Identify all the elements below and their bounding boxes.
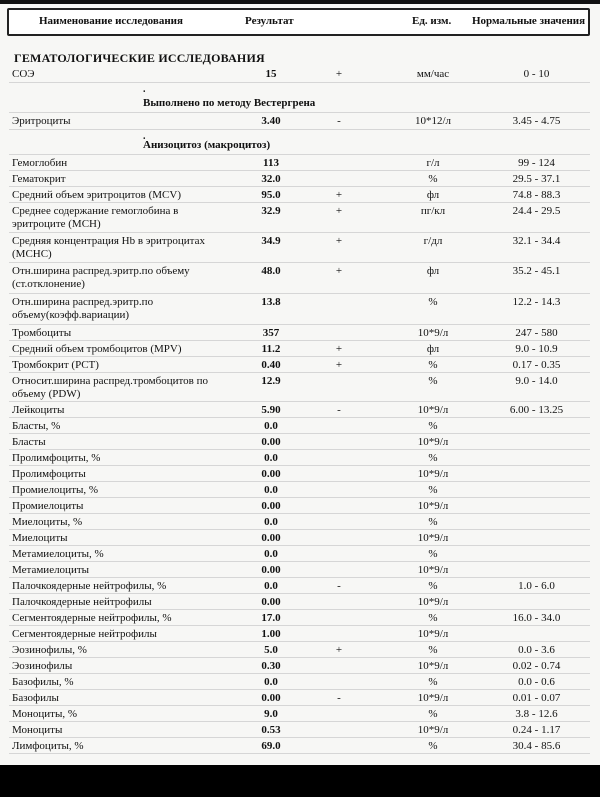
test-unit: г/дл bbox=[423, 235, 443, 247]
test-result: 11.2 bbox=[261, 343, 281, 355]
header-name: Наименование исследования bbox=[39, 15, 183, 27]
test-unit: % bbox=[428, 644, 438, 656]
normal-range: 1.0 - 6.0 bbox=[518, 580, 555, 592]
test-unit: 10*9/л bbox=[417, 468, 449, 480]
test-result: 9.0 bbox=[264, 708, 278, 720]
table-row bbox=[9, 562, 590, 578]
test-result: 3.40 bbox=[261, 115, 281, 127]
test-name: Средний объем тромбоцитов (MPV) bbox=[12, 343, 182, 355]
normal-range: 0.02 - 0.74 bbox=[512, 660, 561, 672]
normal-range: 0.24 - 1.17 bbox=[512, 724, 561, 736]
test-result: 0.0 bbox=[264, 420, 278, 432]
table-row bbox=[9, 578, 590, 594]
deviation-flag: - bbox=[337, 115, 341, 127]
table-row bbox=[9, 530, 590, 546]
test-unit: фл bbox=[426, 265, 440, 277]
test-unit: % bbox=[428, 740, 438, 752]
test-result: 0.0 bbox=[264, 548, 278, 560]
test-unit: 10*9/л bbox=[417, 327, 449, 339]
deviation-flag: + bbox=[335, 644, 343, 656]
table-row bbox=[9, 263, 590, 294]
normal-range: 32.1 - 34.4 bbox=[512, 235, 561, 247]
test-unit: г/л bbox=[426, 157, 440, 169]
test-unit: % bbox=[428, 375, 438, 387]
table-row bbox=[9, 171, 590, 187]
test-result: 13.8 bbox=[261, 296, 281, 308]
test-unit: % bbox=[428, 676, 438, 688]
test-name: Миелоциты bbox=[12, 532, 68, 544]
section-title: ГЕМАТОЛОГИЧЕСКИЕ ИССЛЕДОВАНИЯ bbox=[14, 51, 265, 65]
header-norm: Нормальные значения bbox=[472, 15, 586, 27]
table-row bbox=[9, 498, 590, 514]
table-row bbox=[9, 546, 590, 562]
table-row bbox=[9, 113, 590, 130]
table-row bbox=[9, 642, 590, 658]
test-result: 113 bbox=[263, 157, 279, 169]
test-unit: 10*9/л bbox=[417, 692, 449, 704]
table-row bbox=[9, 373, 590, 402]
test-unit: % bbox=[428, 420, 438, 432]
test-unit: % bbox=[428, 173, 438, 185]
test-unit: фл bbox=[426, 343, 440, 355]
table-row bbox=[9, 450, 590, 466]
test-unit: 10*9/л bbox=[417, 436, 449, 448]
deviation-flag: + bbox=[335, 359, 343, 371]
test-result: 5.0 bbox=[264, 644, 278, 656]
test-name: Эритроциты bbox=[12, 115, 71, 127]
test-result: 0.00 bbox=[261, 564, 281, 576]
test-result: 0.00 bbox=[261, 596, 281, 608]
table-row bbox=[9, 482, 590, 498]
method-note-row bbox=[9, 130, 590, 155]
test-result: 0.00 bbox=[261, 692, 281, 704]
normal-range: 3.45 - 4.75 bbox=[512, 115, 561, 127]
normal-range: 9.0 - 14.0 bbox=[515, 375, 558, 387]
test-unit: % bbox=[428, 359, 438, 371]
table-row bbox=[9, 418, 590, 434]
test-name: Относит.ширина распред.тромбоцитов по объему (PDW) bbox=[12, 375, 208, 400]
normal-range: 29.5 - 37.1 bbox=[512, 173, 561, 185]
test-unit: 10*9/л bbox=[417, 724, 449, 736]
normal-range: 247 - 580 bbox=[515, 327, 558, 339]
table-row bbox=[9, 610, 590, 626]
deviation-flag: + bbox=[335, 189, 343, 201]
deviation-flag: + bbox=[335, 343, 343, 355]
table-row bbox=[9, 187, 590, 203]
test-result: 357 bbox=[262, 327, 280, 339]
test-result: 17.0 bbox=[261, 612, 281, 624]
test-unit: 10*9/л bbox=[417, 564, 449, 576]
test-result: 32.0 bbox=[261, 173, 281, 185]
test-unit: % bbox=[428, 548, 438, 560]
normal-range: 6.00 - 13.25 bbox=[509, 404, 564, 416]
test-name: Метамиелоциты, % bbox=[12, 548, 104, 560]
test-name: СОЭ bbox=[12, 68, 35, 80]
test-name: Среднее содержание гемоглобина в эритроците (МСН) bbox=[12, 205, 179, 230]
test-unit: % bbox=[428, 516, 438, 528]
test-name: Лимфоциты, % bbox=[12, 740, 84, 752]
test-result: 0.30 bbox=[261, 660, 281, 672]
note-marker: . bbox=[143, 131, 146, 142]
test-unit: фл bbox=[426, 189, 440, 201]
test-result: 0.0 bbox=[264, 676, 278, 688]
test-result: 12.9 bbox=[261, 375, 281, 387]
test-name: Миелоциты, % bbox=[12, 516, 83, 528]
normal-range: 0.0 - 3.6 bbox=[518, 644, 555, 656]
normal-range: 99 - 124 bbox=[518, 157, 555, 169]
test-unit: 10*9/л bbox=[417, 404, 449, 416]
test-name: Метамиелоциты bbox=[12, 564, 90, 576]
results-table bbox=[9, 66, 590, 754]
test-result: 0.00 bbox=[261, 468, 281, 480]
test-name: Отн.ширина распред.эритр.по объему(коэфф.вариации) bbox=[12, 296, 154, 321]
table-row bbox=[9, 466, 590, 482]
table-row bbox=[9, 325, 590, 341]
deviation-flag: + bbox=[335, 235, 343, 247]
test-unit: мм/час bbox=[416, 68, 450, 80]
test-unit: 10*12/л bbox=[414, 115, 452, 127]
deviation-flag: + bbox=[335, 265, 343, 277]
deviation-flag: - bbox=[337, 692, 341, 704]
test-result: 69.0 bbox=[261, 740, 281, 752]
normal-range: 74.8 - 88.3 bbox=[512, 189, 561, 201]
test-name: Эозинофилы, % bbox=[12, 644, 87, 656]
test-result: 32.9 bbox=[261, 205, 281, 217]
deviation-flag: - bbox=[337, 404, 341, 416]
table-row bbox=[9, 233, 590, 263]
note-marker: . bbox=[143, 84, 146, 95]
test-result: 0.40 bbox=[261, 359, 281, 371]
test-name: Средняя концентрация Hb в эритроцитах (МСНС) bbox=[12, 235, 205, 260]
test-result: 1.00 bbox=[261, 628, 281, 640]
test-result: 48.0 bbox=[261, 265, 281, 277]
test-result: 0.0 bbox=[264, 580, 278, 592]
normal-range: 0 - 10 bbox=[523, 68, 550, 80]
test-name: Бласты, % bbox=[12, 420, 61, 432]
test-result: 0.0 bbox=[264, 516, 278, 528]
method-note-row bbox=[9, 83, 590, 113]
method-note: Анизоцитоз (макроцитоз) bbox=[143, 139, 271, 151]
test-name: Сегментоядерные нейтрофилы, % bbox=[12, 612, 172, 624]
table-row bbox=[9, 738, 590, 754]
table-row bbox=[9, 155, 590, 171]
test-unit: % bbox=[428, 484, 438, 496]
header-unit: Ед. изм. bbox=[412, 15, 452, 27]
test-result: 0.00 bbox=[261, 500, 281, 512]
test-name: Моноциты bbox=[12, 724, 63, 736]
table-row bbox=[9, 203, 590, 233]
test-unit: пг/кл bbox=[420, 205, 446, 217]
test-unit: 10*9/л bbox=[417, 532, 449, 544]
test-unit: % bbox=[428, 452, 438, 464]
test-result: 5.90 bbox=[261, 404, 281, 416]
table-row bbox=[9, 690, 590, 706]
test-unit: 10*9/л bbox=[417, 500, 449, 512]
top-rule bbox=[0, 0, 600, 4]
test-unit: % bbox=[428, 612, 438, 624]
test-unit: % bbox=[428, 580, 438, 592]
table-row bbox=[9, 674, 590, 690]
test-name: Базофилы bbox=[12, 692, 59, 704]
test-result: 95.0 bbox=[261, 189, 281, 201]
test-name: Средний объем эритроцитов (MCV) bbox=[12, 189, 182, 201]
table-row bbox=[9, 66, 590, 83]
normal-range: 3.8 - 12.6 bbox=[515, 708, 558, 720]
normal-range: 0.17 - 0.35 bbox=[512, 359, 561, 371]
test-name: Бласты bbox=[12, 436, 46, 448]
normal-range: 0.01 - 0.07 bbox=[512, 692, 561, 704]
test-unit: 10*9/л bbox=[417, 660, 449, 672]
test-result: 0.00 bbox=[261, 532, 281, 544]
test-result: 0.00 bbox=[261, 436, 281, 448]
normal-range: 0.0 - 0.6 bbox=[518, 676, 555, 688]
normal-range: 12.2 - 14.3 bbox=[512, 296, 561, 308]
test-unit: 10*9/л bbox=[417, 596, 449, 608]
deviation-flag: - bbox=[337, 580, 341, 592]
test-name: Тромбокрит (PCT) bbox=[12, 359, 99, 371]
test-name: Эозинофилы bbox=[12, 660, 73, 672]
test-name: Отн.ширина распред.эритр.по объему (ст.отклонение) bbox=[12, 265, 190, 290]
test-unit: % bbox=[428, 708, 438, 720]
test-result: 0.53 bbox=[261, 724, 281, 736]
table-row bbox=[9, 722, 590, 738]
test-result: 15 bbox=[265, 68, 277, 80]
test-result: 0.0 bbox=[264, 452, 278, 464]
test-unit: 10*9/л bbox=[417, 628, 449, 640]
test-result: 34.9 bbox=[261, 235, 281, 247]
test-name: Гемоглобин bbox=[12, 157, 68, 169]
test-name: Тромбоциты bbox=[12, 327, 72, 339]
test-name: Промиелоциты, % bbox=[12, 484, 99, 496]
test-name: Палочкоядерные нейтрофилы bbox=[12, 596, 152, 608]
test-name: Базофилы, % bbox=[12, 676, 74, 688]
test-name: Моноциты, % bbox=[12, 708, 78, 720]
normal-range: 30.4 - 85.6 bbox=[512, 740, 561, 752]
normal-range: 24.4 - 29.5 bbox=[512, 205, 561, 217]
table-row bbox=[9, 341, 590, 357]
table-row bbox=[9, 514, 590, 530]
table-row bbox=[9, 706, 590, 722]
normal-range: 9.0 - 10.9 bbox=[515, 343, 558, 355]
normal-range: 35.2 - 45.1 bbox=[512, 265, 561, 277]
table-row bbox=[9, 594, 590, 610]
test-result: 0.0 bbox=[264, 484, 278, 496]
test-name: Палочкоядерные нейтрофилы, % bbox=[12, 580, 167, 592]
deviation-flag: + bbox=[335, 205, 343, 217]
test-name: Гематокрит bbox=[12, 173, 66, 185]
table-header bbox=[7, 8, 590, 36]
table-row bbox=[9, 658, 590, 674]
test-name: Промиелоциты bbox=[12, 500, 84, 512]
header-result: Результат bbox=[245, 15, 294, 27]
test-unit: % bbox=[428, 296, 438, 308]
test-name: Сегментоядерные нейтрофилы bbox=[12, 628, 157, 640]
normal-range: 16.0 - 34.0 bbox=[512, 612, 561, 624]
table-row bbox=[9, 402, 590, 418]
test-name: Пролимфоциты, % bbox=[12, 452, 101, 464]
table-row bbox=[9, 357, 590, 373]
test-name: Пролимфоциты bbox=[12, 468, 86, 480]
table-row bbox=[9, 626, 590, 642]
test-name: Лейкоциты bbox=[12, 404, 65, 416]
table-row bbox=[9, 434, 590, 450]
deviation-flag: + bbox=[335, 68, 343, 80]
table-row bbox=[9, 294, 590, 325]
method-note: Выполнено по методу Вестергрена bbox=[143, 97, 316, 109]
